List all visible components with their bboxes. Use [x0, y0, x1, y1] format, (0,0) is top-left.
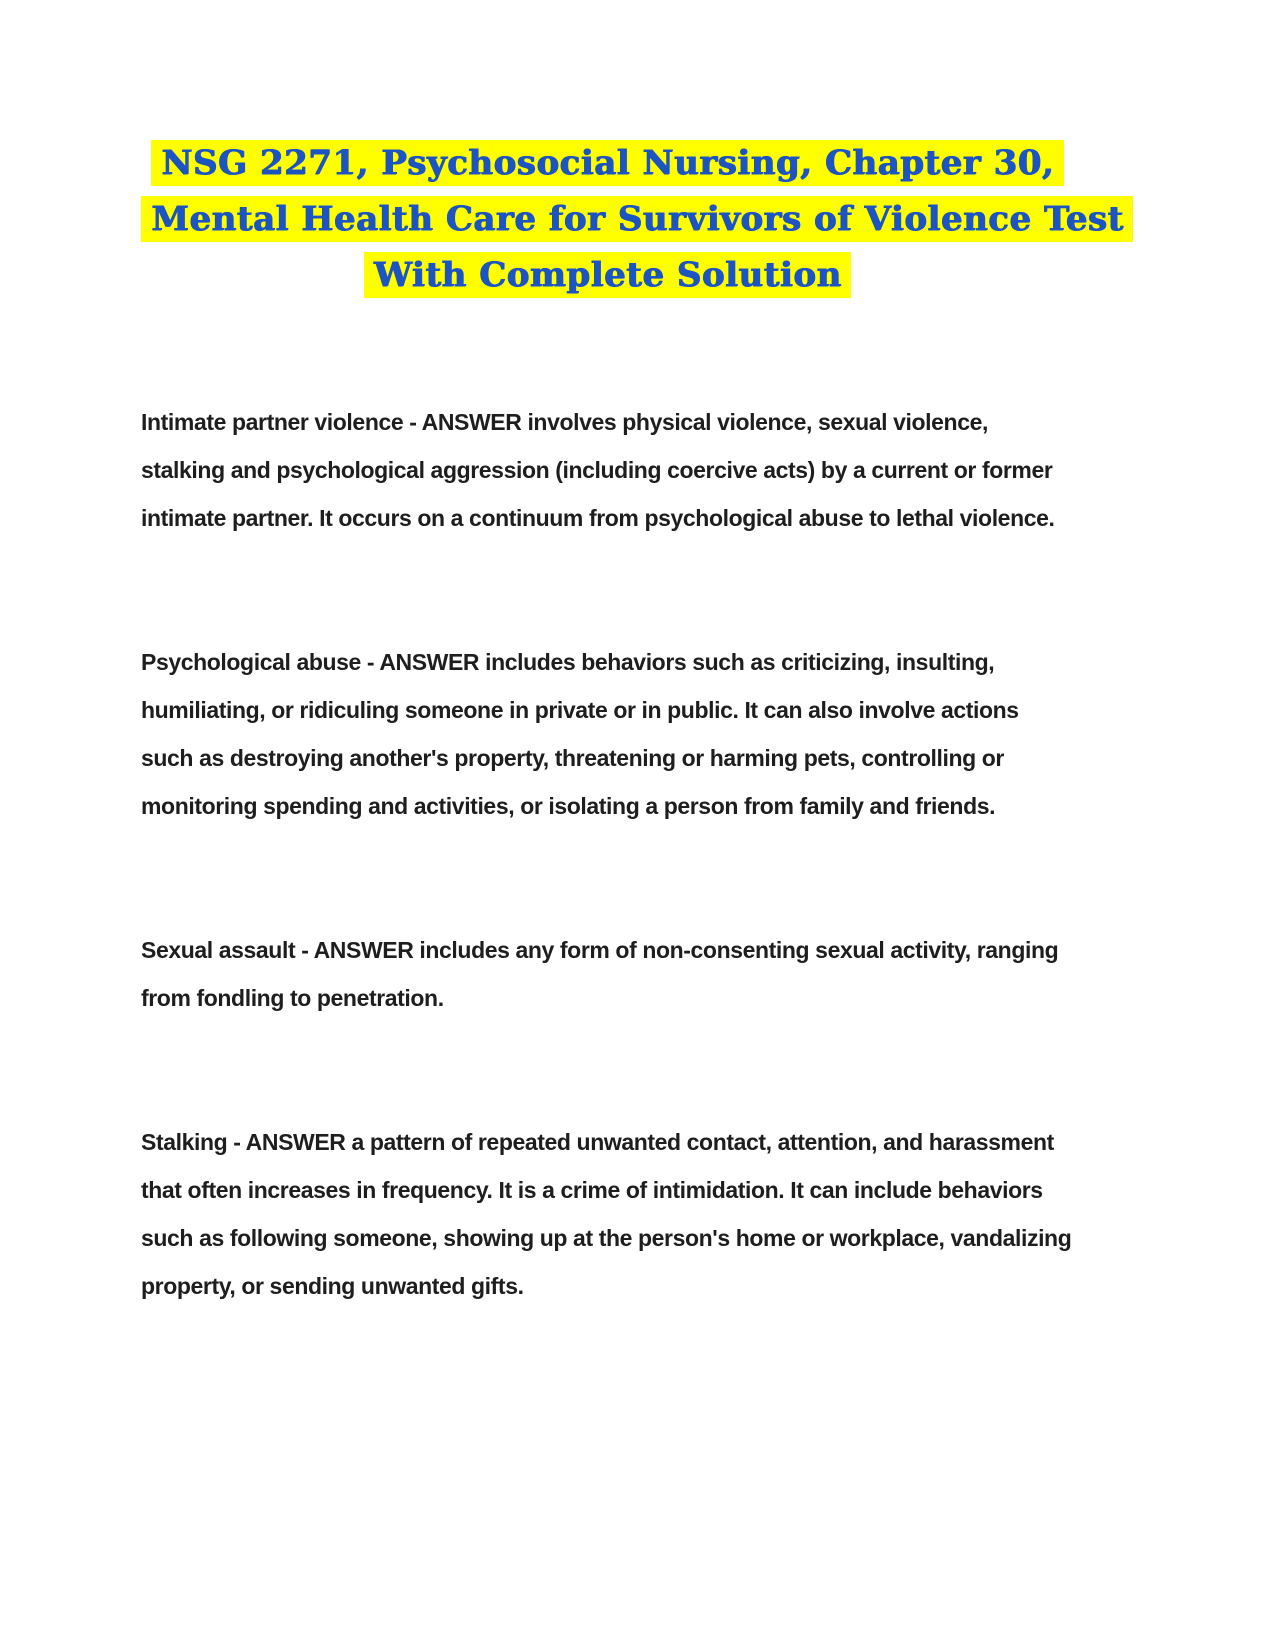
title-line-2-text: Mental Health Care for Survivors of Violence Test [141, 196, 1133, 242]
title-line-1-text: NSG 2271, Psychosocial Nursing, Chapter 30, [151, 140, 1064, 186]
title-line-2 [141, 196, 1124, 252]
title-line-3-text: With Complete Solution [364, 252, 852, 298]
title-line-1 [141, 140, 1074, 196]
qa-paragraph-sexual-assault: Sexual assault - ANSWER includes any form of non-consenting sexual activity, ranging from fondling to penetration. [141, 937, 1059, 1011]
qa-paragraph-intimate-partner-violence: Intimate partner violence - ANSWER involves physical violence, sexual violence, stalking and psychological aggression (including coercive acts) by a current or former intimate partner. It occurs on a continuum from psychological abuse to lethal violence. [141, 409, 1055, 531]
qa-paragraph-psychological-abuse: Psychological abuse - ANSWER includes behaviors such as criticizing, insulting, humiliating, or ridiculing someone in private or in public. It can also involve actions such as destroying another's property, threatening or harming pets, controlling or monitoring spending and activities, or isolating a person from family and friends. [141, 649, 1019, 819]
qa-paragraph-stalking: Stalking - ANSWER a pattern of repeated unwanted contact, attention, and harassment that often increases in frequency. It is a crime of intimidation. It can include behaviors such as following someone, showing up at the person's home or workplace, vandalizing property, or sending unwanted gifts. [141, 1129, 1072, 1299]
title-line-3 [141, 252, 1074, 308]
document-title [141, 0, 1124, 308]
document-body [141, 398, 1074, 1310]
